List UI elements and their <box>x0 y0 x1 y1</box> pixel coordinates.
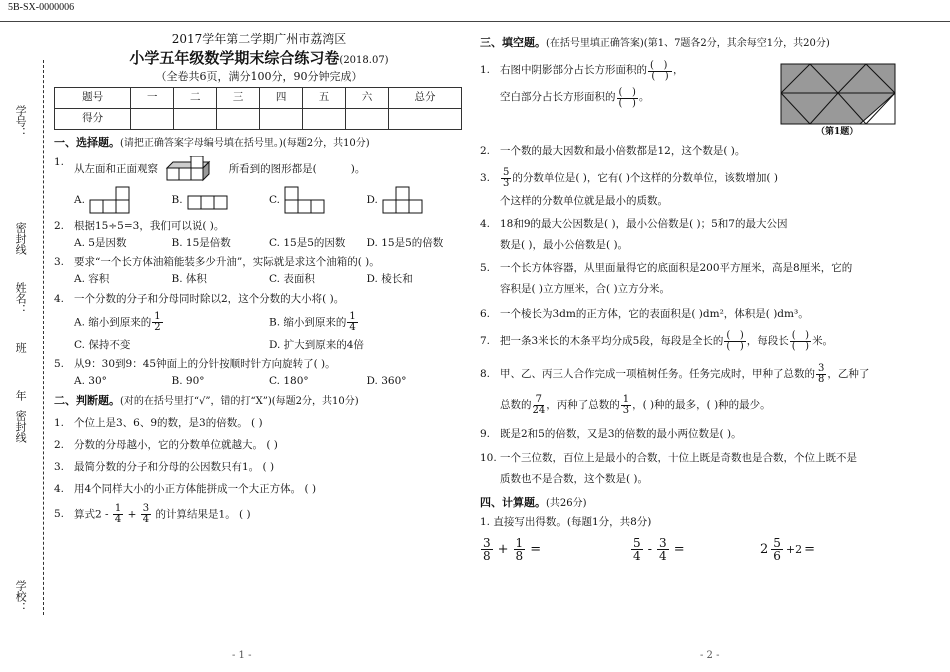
question-line: 质数也不是合数，这个数是( )。 <box>500 472 649 485</box>
score-cell[interactable] <box>389 108 462 129</box>
fraction <box>141 504 151 525</box>
equals-sign: = <box>673 541 685 557</box>
score-table-cell: 题号 <box>55 87 131 108</box>
section-note: (请把正确答案字母编号填在括号里。)(每题2分，共10分) <box>120 137 370 149</box>
answer-fraction-blank[interactable]: $\frac{( )}{( )}$ <box>726 330 744 353</box>
exam-title-main: 小学五年级数学期末综合练习卷 <box>129 49 340 67</box>
question <box>54 156 464 182</box>
question-text: 要求“一个长方体油箱能装多少升油”，实际就是求这个油箱的( )。 <box>74 256 380 269</box>
option-label: B. <box>171 194 183 206</box>
side-label-name: 姓名： <box>14 282 28 315</box>
question <box>480 218 910 231</box>
page-number-1: - 1 - <box>232 650 252 661</box>
fraction <box>631 537 643 562</box>
answer-options <box>74 186 464 214</box>
section-note: (共26分) <box>546 497 587 509</box>
answer-options <box>74 312 464 333</box>
operator: - <box>647 541 653 557</box>
score-table-cell: 三 <box>217 87 260 108</box>
option-label: D. <box>366 194 378 206</box>
question-text: 分数的分母越小，它的分数单位就越大。 ( ) <box>74 438 278 451</box>
question-text-part: + <box>127 508 137 521</box>
question <box>54 256 464 269</box>
fraction-numerator: 7 <box>535 394 543 406</box>
fraction-denominator: 4 <box>659 549 667 564</box>
fraction-numerator: 1 <box>154 310 161 322</box>
option-d[interactable]: D. 15是5的倍数 <box>366 237 444 250</box>
section-3-heading <box>480 36 910 51</box>
side-label-grade: 年 <box>14 390 28 401</box>
option-a[interactable]: A. 30° <box>74 374 107 387</box>
question-text: 个位上是3、6、9的数，是3的倍数。 ( ) <box>74 416 263 429</box>
fraction-numerator: 3 <box>818 363 825 375</box>
score-table-cell: 总分 <box>389 87 462 108</box>
section-4-heading <box>480 496 910 511</box>
fraction <box>347 312 357 333</box>
score-table-cell: 六 <box>346 87 389 108</box>
section-title: 二、判断题。 <box>54 394 120 407</box>
question <box>480 452 910 465</box>
question <box>480 168 910 189</box>
option-d[interactable] <box>367 186 465 214</box>
fraction-denominator: 3 <box>622 405 630 417</box>
question-number: 2. <box>54 220 65 232</box>
option-label: C. <box>269 194 280 206</box>
fraction-denominator: 24 <box>532 405 546 417</box>
score-cell[interactable] <box>131 108 174 129</box>
score-table <box>54 87 462 130</box>
question-text: 18和9的最大公因数是( )，最小公倍数是( )；5和7的最大公因 <box>500 217 788 230</box>
option-c[interactable]: C. 15是5的因数 <box>269 237 346 250</box>
question-text-part: ，( )种的最多，( )种的最少。 <box>632 399 771 412</box>
stacked-cubes-figure <box>165 156 221 182</box>
calc-expression <box>760 537 815 562</box>
page-number-2: - 2 - <box>700 650 720 661</box>
question-number: 5. <box>480 262 491 274</box>
calculation-row <box>480 537 910 562</box>
question-text: 一个分数的分子和分母同时除以2，这个分数的大小将( )。 <box>74 292 345 305</box>
option-d[interactable]: D. 360° <box>366 374 407 387</box>
exam-region-title: 2017学年第二学期广州市荔湾区 <box>171 32 347 46</box>
score-table-cell: 二 <box>174 87 217 108</box>
fraction-numerator: 1 <box>515 536 524 551</box>
right-column <box>480 32 910 562</box>
question-number: 5. <box>54 357 65 370</box>
answer-fraction-blank[interactable]: $\frac{( )}{( )}$ <box>618 86 636 109</box>
question <box>54 483 464 496</box>
section-2-heading <box>54 394 464 409</box>
fraction-numerator: 5 <box>503 166 510 178</box>
operator: +2 <box>785 543 803 556</box>
document-id: 5B-SX-0000006 <box>8 2 75 13</box>
operator: + <box>497 541 509 557</box>
question-text-part: 算式2 - <box>74 508 109 521</box>
question-number: 1. <box>480 64 491 77</box>
fraction <box>113 504 123 525</box>
question-text-part: 的计算结果是1。 ( ) <box>155 508 251 521</box>
header-rule <box>0 21 950 22</box>
shape-option-a-figure <box>88 186 132 214</box>
question-number: 7. <box>480 335 491 348</box>
option-d[interactable]: D. 扩大到原来的4倍 <box>269 338 364 351</box>
question-number: 2. <box>54 438 65 451</box>
side-label-seal-line-2: 密封线 <box>14 410 28 443</box>
option-c[interactable] <box>269 186 367 214</box>
question-text-part: ，丙种了总数的 <box>546 399 620 412</box>
option-a[interactable]: A. 5是因数 <box>74 237 127 250</box>
question-number: 6. <box>480 308 491 321</box>
question <box>54 417 464 430</box>
option-a[interactable] <box>74 312 269 333</box>
section-title: 三、填空题。 <box>480 36 546 49</box>
fraction <box>152 312 162 333</box>
answer-options <box>74 273 464 286</box>
score-table-cell: 一 <box>131 87 174 108</box>
subsection-title: 1. 直接写出得数。(每题1分，共8分) <box>480 516 652 529</box>
option-label: A. <box>74 194 85 206</box>
fraction-denominator: 4 <box>633 549 641 564</box>
answer-options <box>74 339 464 352</box>
question-text <box>74 156 365 182</box>
question-text: 最简分数的分子和分母的公因数只有1。 ( ) <box>74 460 275 473</box>
calc-expression <box>630 537 760 562</box>
section-1-heading <box>54 136 464 151</box>
fraction <box>657 537 669 562</box>
option-b[interactable] <box>269 312 464 333</box>
fraction-numerator: 3 <box>659 536 667 551</box>
question-number: 3. <box>54 460 65 473</box>
question <box>480 262 910 275</box>
question-text-part: 米。 <box>812 335 834 348</box>
shape-option-d-figure <box>381 186 425 214</box>
question <box>480 331 910 352</box>
option-label: A. 缩小到原来的 <box>74 316 152 329</box>
answer-options <box>74 375 464 388</box>
score-cell[interactable] <box>260 108 303 129</box>
fraction-denominator: 4 <box>349 321 356 333</box>
shape-option-b-figure <box>186 186 230 214</box>
option-b[interactable] <box>172 186 270 214</box>
question-number: 5. <box>54 507 65 520</box>
fraction-denominator: 3 <box>503 177 510 189</box>
question-text-part: ，每段长 <box>746 335 789 348</box>
fraction <box>621 395 631 416</box>
score-table-cell: 四 <box>260 87 303 108</box>
option-b[interactable]: B. 15是倍数 <box>171 237 231 250</box>
question <box>480 428 910 441</box>
fraction-numerator: 1 <box>349 310 356 322</box>
fraction-denominator: 6 <box>773 549 781 564</box>
question-text: 从9：30到9：45钟面上的分针按顺时针方向旋转了( )。 <box>74 357 336 370</box>
fraction-numerator: 1 <box>114 503 122 514</box>
option-c[interactable]: C. 表面积 <box>269 273 315 286</box>
question-number: 8. <box>480 368 491 381</box>
question-line: 数是( )，最小公倍数是( )。 <box>500 238 629 251</box>
question-text-part: 所看到的图形都是( <box>228 163 317 175</box>
side-label-student-no: 学号： <box>14 105 28 138</box>
question-text: 一个数的最大因数和最小倍数都是12，这个数是( )。 <box>500 144 746 157</box>
question-text: 用4个同样大小的小正方体能拼成一个大正方体。 ( ) <box>74 482 317 495</box>
score-cell[interactable] <box>303 108 346 129</box>
fraction-denominator: 4 <box>114 514 122 525</box>
question-number: 1. <box>54 156 65 168</box>
option-label: B. 缩小到原来的 <box>269 316 347 329</box>
exam-title-date: (2018.07) <box>339 55 389 66</box>
question-number: 4. <box>480 217 491 230</box>
question-line: 容积是( )立方厘米，合( )立方分米。 <box>500 283 671 296</box>
question-number: 4. <box>54 482 65 495</box>
option-c[interactable]: C. 保持不变 <box>74 338 131 351</box>
figure-caption: （第1题） <box>816 126 859 137</box>
fraction-numerator: 5 <box>633 536 641 551</box>
fraction-numerator: 5 <box>773 536 781 551</box>
question <box>54 461 464 474</box>
whole-number: 2 <box>760 541 769 557</box>
question-text: 把一条3米长的木条平均分成5段，每段是全长的 <box>500 335 724 348</box>
fraction-denominator: 2 <box>154 321 161 333</box>
question-text-part: 总数的 <box>500 399 532 412</box>
question-number: 3. <box>480 171 491 184</box>
score-cell[interactable] <box>174 108 217 129</box>
side-label-school: 学校： <box>14 580 28 613</box>
seal-dashed-line <box>43 60 44 615</box>
question-number: 1. <box>54 416 65 429</box>
question <box>54 504 464 525</box>
score-table-cell: 得分 <box>55 108 131 129</box>
fraction-numerator: 3 <box>483 536 491 551</box>
question-text: 右图中阴影部分占长方形面积的 <box>500 64 647 77</box>
equals-sign: = <box>530 541 542 557</box>
question-text <box>74 504 251 525</box>
question-number: 4. <box>54 292 65 305</box>
question <box>54 358 464 371</box>
fraction-denominator: 8 <box>483 549 491 564</box>
fraction-numerator: 1 <box>622 394 630 406</box>
option-b[interactable]: B. 体积 <box>171 273 207 286</box>
left-column <box>54 32 464 525</box>
answer-fraction-blank[interactable]: $\frac{( )}{( )}$ <box>791 330 810 353</box>
score-cell[interactable] <box>217 108 260 129</box>
side-label-class: 班 <box>14 342 28 353</box>
section-note: (对的在括号里打“√”，错的打“X”)(每题2分，共10分) <box>120 396 359 407</box>
question: 1. 右图中阴影部分占长方形面积的 $\frac{( )}{( )}$ ， <box>480 59 684 82</box>
fraction-numerator: 3 <box>142 503 150 514</box>
shape-option-c-figure <box>283 186 327 214</box>
question-text-part: )。 <box>350 163 366 175</box>
question-line: 个这样的分数单位就是最小的质数。 <box>500 194 668 207</box>
option-b[interactable]: B. 90° <box>171 374 205 387</box>
question-text: 既是2和5的倍数，又是3的倍数的最小两位数是( )。 <box>500 428 742 441</box>
shaded-rectangle-figure <box>780 63 896 125</box>
fraction <box>533 395 546 416</box>
question-text: 一个长方体容器，从里面量得它的底面积是200平方厘米，高是8厘米，它的 <box>500 262 853 274</box>
fraction-denominator: 4 <box>142 514 150 525</box>
fraction <box>514 537 526 562</box>
question <box>480 364 910 385</box>
fraction-denominator: 8 <box>818 374 825 386</box>
score-table-header-row <box>55 87 462 108</box>
section-title: 四、计算题。 <box>480 495 546 509</box>
question-line <box>500 395 910 416</box>
equals-sign: = <box>804 541 816 557</box>
fraction <box>501 168 511 189</box>
question-1-block <box>480 59 910 137</box>
option-c[interactable]: C. 180° <box>269 374 309 387</box>
option-a[interactable]: A. 容积 <box>74 273 110 286</box>
question-text-part: ，乙种了 <box>827 368 870 381</box>
calc-expression <box>480 537 630 562</box>
question-line: 空白部分占长方形面积的 $\frac{( )}{( )}$ 。 <box>500 86 650 109</box>
answer-options <box>74 237 464 250</box>
score-cell[interactable] <box>346 108 389 129</box>
question <box>480 308 910 321</box>
question-number: 9. <box>480 428 491 441</box>
fraction-denominator: 8 <box>515 549 524 564</box>
question-text: 甲、乙、丙三人合作完成一项植树任务。任务完成时，甲种了总数的 <box>500 368 815 381</box>
section-title: 一、选择题。 <box>54 135 120 149</box>
question-text: 空白部分占长方形面积的 <box>500 91 616 104</box>
fraction <box>481 537 493 562</box>
exam-title <box>54 49 464 68</box>
side-label-seal-line: 密封线 <box>14 222 28 255</box>
question-text: 的分数单位是( )，它有( )个这样的分数单位，该数增加( ) <box>512 171 778 184</box>
score-table-cell: 五 <box>303 87 346 108</box>
question-text: 根据15÷5=3，我们可以说( )。 <box>74 220 225 232</box>
option-d[interactable]: D. 棱长和 <box>366 273 413 286</box>
question-number: 10. <box>480 451 497 464</box>
option-a[interactable] <box>74 186 172 214</box>
answer-fraction-blank[interactable]: $\frac{( )}{( )}$ <box>648 61 672 82</box>
section-note: (在括号里填正确答案)(第1、7题各2分，其余每空1分，共20分) <box>546 38 830 49</box>
fraction <box>816 364 826 385</box>
question <box>480 145 910 158</box>
question-text: 一个三位数，百位上是最小的合数，十位上既是奇数也是合数，个位上既不是 <box>500 451 857 464</box>
question-number: 2. <box>480 144 491 157</box>
question-text-part: 从左面和正面观察 <box>74 163 158 175</box>
exam-info: （全卷共6页，满分100分，90分钟完成） <box>155 69 363 83</box>
question <box>54 439 464 452</box>
question <box>54 293 464 306</box>
score-table-score-row <box>55 108 462 129</box>
question-text: 一个棱长为3dm的正方体，它的表面积是( )dm²，体积是( )dm³。 <box>500 308 809 321</box>
question <box>54 220 464 233</box>
question-number: 3. <box>54 256 65 269</box>
fraction <box>771 537 783 562</box>
